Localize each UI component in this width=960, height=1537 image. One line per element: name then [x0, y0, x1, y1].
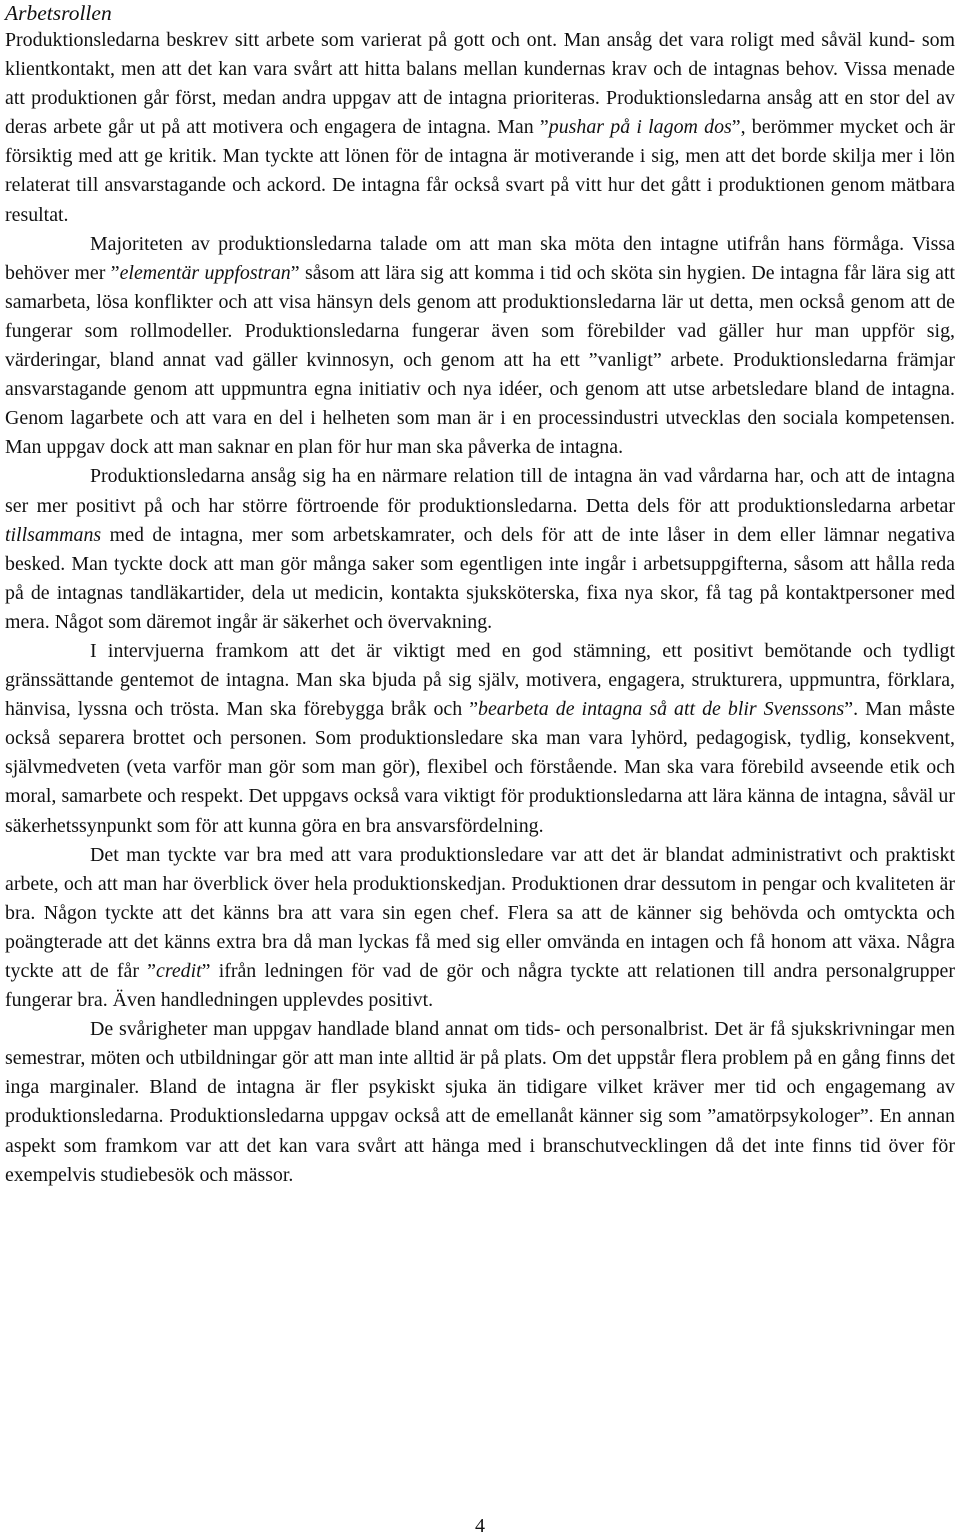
paragraph [5, 841, 955, 1016]
text-run: Produktionsledarna ansåg sig ha en närmare relation till de intagna än vad vårdarna har, och att de intagna ser mer positivt på och har större förtroende för produktionsledarna. Detta dels för att produktionsledarna arbetar [5, 465, 955, 517]
page-number: 4 [475, 1515, 485, 1537]
text-run: ” såsom att lära sig att komma i tid och sköta sin hygien. De intagna får lära sig att samarbeta, lösa konflikter och att visa hänsyn dels genom att produktionsledarna lär ut detta, men också genom att de fungerar som rollmodeller. Produktionsledarna fungerar även som förebilder vad gäller hur man uppför sig, värderingar, bland annat vad gäller kvinnosyn, och genom att ha ett ”vanligt” arbete. Produktionsledarna främjar ansvarstagande genom att uppmuntra egna initiativ och nya idéer, och genom att utse arbetsledare bland de intagna. Genom lagarbete och att vara en del i helheten som man är i en processindustri utvecklas den sociala kompetensen. Man uppgav dock att man saknar en plan för hur man ska påverka de intagna. [5, 261, 955, 459]
paragraph [5, 637, 955, 841]
text-run: Det man tyckte var bra med att vara produktionsledare var att det är blandat administrativt och praktiskt arbete, och att man har överblick över hela produktionskedjan. Produktionen drar dessutom in pengar och kvaliteten är bra. Någon tyckte att det känns bra att vara sin egen chef. Flera sa att de känner sig behövda och omtyckta och poängterade att det känns extra bra då man lyckas få med sig eller omvända en intagen och få honom att växa. Några tyckte att de får ” [5, 843, 955, 982]
paragraph [5, 230, 955, 463]
text-run: ”. Man måste också separera brottet och personen. Som produktionsledare ska man vara lyhörd, pedagogisk, tydlig, konsekvent, självmedveten (veta varför man gör som man gör), flexibel och förstående. Man ska vara förebild avseende etik och moral, samarbete och respekt. Det uppgavs också vara viktigt för produktionsledarna att lära känna de intagna, såväl ur säkerhetssynpunkt som för att kunna göra en bra ansvarsfördelning. [5, 698, 955, 837]
text-run: med de intagna, mer som arbetskamrater, och dels för att de inte låser in dem eller lämnar negativa besked. Man tyckte dock att man gör många saker som egentligen inte ingår i arbetsuppgifterna, såsom att hålla reda på de intagnas tandläkartider, dela ut medicin, kontakta sjuksköterska, fixa nya skor, få tag på kontaktpersoner med mera. Något som däremot ingår är säkerhet och övervakning. [5, 523, 955, 633]
italic-phrase: bearbeta de intagna så att de blir Svenssons [478, 698, 845, 721]
paragraph [5, 462, 955, 637]
text-run: Produktionsledarna beskrev sitt arbete som varierat på gott och ont. Man ansåg det vara roligt med såväl kund- som klientkontakt, men att det kan vara svårt att hitta balans mellan kundernas krav och de intagnas behov. Vissa menade att produktionen går först, medan andra uppgav att de intagna prioriteras. Produktionsledarna ansåg att en stor del av deras arbete går ut på att motivera och engagera de intagna. Man ” [5, 29, 955, 139]
body-text [5, 26, 955, 1190]
document-page [5, 0, 955, 1190]
italic-phrase: pushar på i lagom dos [548, 116, 732, 139]
text-run: Majoriteten av produktionsledarna talade om att man ska möta den intagne utifrån hans förmåga. Vissa behöver mer ” [5, 232, 955, 284]
text-run: De svårigheter man uppgav handlade bland annat om tids- och personalbrist. Det är få sjukskrivningar men semestrar, möten och utbildningar gör att man inte alltid är på plats. Om det uppstår flera problem på en gång finns det inga marginaler. Bland de intagna är fler psykiskt sjuka än tidigare vilket kräver mer tid och engagemang av produktionsledarna. Produktionsledarna uppgav också att de emellanåt känner sig som ”amatörpsykologer”. En annan aspekt som framkom var att det kan vara svårt att hänga med i branschutvecklingen då det inte finns tid över för exempelvis studiebesök och mässor. [5, 1018, 955, 1186]
text-run: I intervjuerna framkom att det är viktigt med en god stämning, ett positivt bemötande och tydligt gränssättande gentemot de intagna. Man ska bjuda på sig själv, motivera, engagera, strukturera, uppmuntra, förklara, hänvisa, lyssna och trösta. Man ska förebygga bråk och ” [5, 639, 955, 721]
italic-phrase: tillsammans [5, 523, 102, 546]
section-heading: Arbetsrollen [5, 1, 112, 25]
text-run: ” ifrån ledningen för vad de gör och några tyckte att relationen till andra personalgrupper fungerar bra. Även handledningen upplevdes positivt. [5, 960, 955, 1012]
italic-phrase: credit [156, 960, 202, 982]
paragraph [5, 1015, 955, 1190]
italic-phrase: elementär uppfostran [119, 261, 291, 284]
paragraph [5, 26, 955, 230]
text-run: ”, berömmer mycket och är försiktig med att ge kritik. Man tyckte att lönen för de intagna är motiverande i sig, men att det borde skilja mer i lön relaterat till ansvarstagande och ackord. De intagna får också svart på vitt hur det gått i produktionen genom mätbara resultat. [5, 116, 955, 226]
